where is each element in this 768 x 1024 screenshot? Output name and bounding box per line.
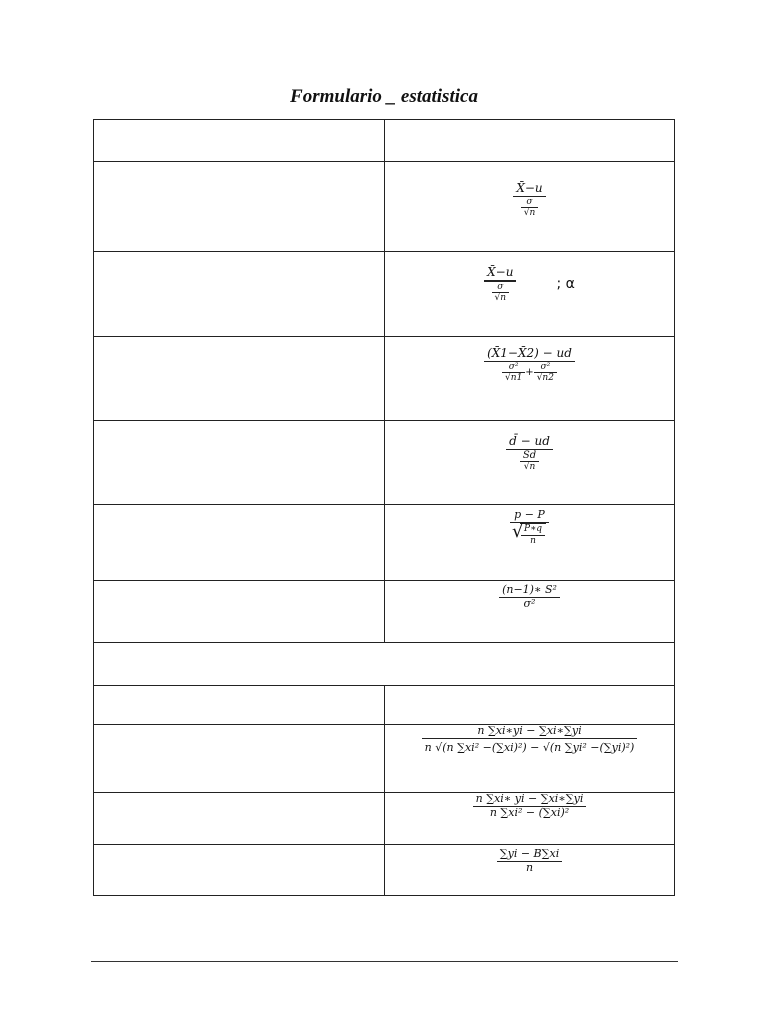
- formula-z-mean-alpha: $\frac{X̄-u}{\frac{\sigma}{√n}}$: [484, 266, 516, 303]
- formula-z-mean: $\frac{X̄-u}{\frac{\sigma}{√n}}$: [513, 182, 545, 218]
- table-row: [94, 686, 674, 725]
- formula-two-means: (X̄1−X̄2) − ud $\frac{\text{σ²}}{√n1}$ + $\frac{\text{σ²}}{√n2}$: [484, 347, 575, 383]
- formula-slope: $\frac{n \sum xi∗ yi - \sum xi∗\sum yi}{\text{n ∑xi² − (∑xi)²}}$: [473, 793, 587, 819]
- table-header-row: [94, 120, 674, 162]
- formula-cell: [385, 252, 674, 336]
- formula-proportion: p − P √ $\frac{P∗q}{n}$: [510, 509, 549, 546]
- table-row: [94, 581, 674, 643]
- formula-cell: [385, 793, 674, 844]
- alpha-label: ; α: [556, 276, 575, 292]
- formula-cell: [385, 421, 674, 504]
- formula-cell: [385, 337, 674, 420]
- table-row: [94, 725, 674, 793]
- formula-intercept: $\frac{\sum yi - B\sum xi}{n}$: [497, 848, 562, 874]
- formula-cell: [385, 581, 674, 642]
- formula-cell: [385, 505, 674, 580]
- formula-correlation: $\frac{n \sum xi∗yi - \sum xi∗\sum yi}{\text{n √(n ∑xi² −(∑xi)²) − √(n ∑yi² −(∑yi)²)}}$: [422, 725, 638, 754]
- formula-cell: [385, 845, 674, 895]
- table-row: [94, 162, 674, 252]
- formula-cell: [385, 162, 674, 251]
- table-row: [94, 793, 674, 845]
- formula-chi-square-variance: $\frac{\text{(n−1)∗ S²}}{\text{σ²}}$: [499, 584, 560, 610]
- table-row: [94, 337, 674, 421]
- formula-cell: [385, 725, 674, 792]
- formula-paired-diff: $\frac{d̄ - ud}{\frac{Sd}{√n}}$: [506, 435, 553, 473]
- table-row: [94, 845, 674, 895]
- formula-table: [93, 119, 675, 896]
- table-row: [94, 505, 674, 581]
- table-section-row: [94, 643, 674, 686]
- table-row: [94, 421, 674, 505]
- document-title: Formulario _ estatistica: [290, 86, 478, 107]
- footer-divider: [91, 961, 678, 962]
- table-row: [94, 252, 674, 337]
